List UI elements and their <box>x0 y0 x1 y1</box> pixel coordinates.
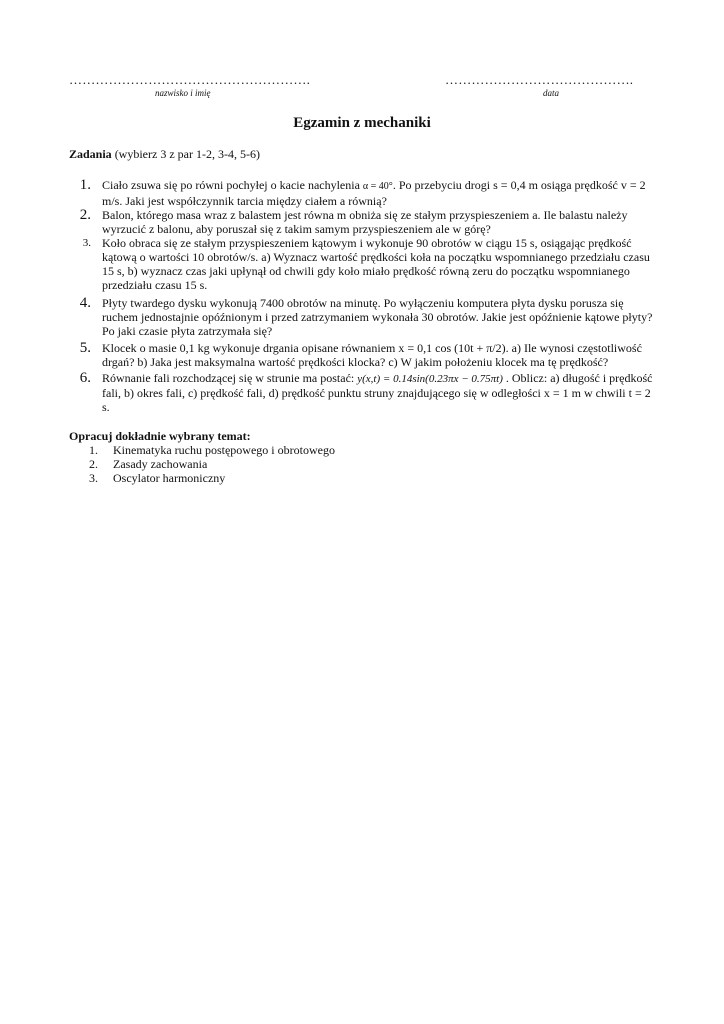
formula-wave: y(x,t) = 0.14sin(0.23πx − 0.75πt) <box>357 373 503 385</box>
topic-number: 3. <box>89 471 98 485</box>
topics-heading: Opracuj dokładnie wybrany temat: <box>69 429 251 443</box>
task-number: 6. <box>79 370 91 386</box>
task-text-after: . Oblicz: a) długość i prędkość fali, b) okres fali, c) prędkość fali, d) prędkość punktu struny znajdującego się w odległości x = 1 m w chwili t = 2 s. <box>102 371 653 414</box>
date-dotted-line: ……………………………………. <box>445 72 634 87</box>
task-item <box>69 236 659 292</box>
topic-number: 1. <box>89 443 98 457</box>
task-item <box>69 178 659 208</box>
task-text: Koło obraca się ze stałym przyspieszeniem kątowym i wykonuje 90 obrotów w ciągu 15 s, osiągając prędkość kątową o wartości 10 obrotów/s. a) Wyznacz wartość prędkości koła na początku wspomnianego przedziału czasu 15 s, b) wyznacz czas jaki upłynął od chwili gdy koło miało prędkość równą zeru do początku wspomnianego przedziału czasu 15 s. <box>102 236 650 292</box>
name-dotted-line: ………………………………………………. <box>69 72 311 87</box>
task-number: 1. <box>79 177 91 193</box>
page-title: Egzamin z mechaniki <box>293 115 431 131</box>
task-number: 4. <box>79 295 91 311</box>
topic-item <box>89 457 207 471</box>
task-number: 5. <box>79 340 91 356</box>
task-item <box>69 371 659 414</box>
topic-text: Zasady zachowania <box>113 457 208 471</box>
topic-text: Oscylator harmoniczny <box>113 471 226 485</box>
formula-angle: α = 40° <box>362 181 393 192</box>
task-text-before: Ciało zsuwa się po równi pochyłej o kacie nachylenia <box>102 178 363 192</box>
tasks-heading <box>69 147 260 162</box>
tasks-heading-label: Zadania <box>69 147 112 161</box>
task-text <box>102 371 659 414</box>
tasks-heading-note: (wybierz 3 z par 1-2, 3-4, 5-6) <box>111 147 260 161</box>
topic-text: Kinematyka ruchu postępowego i obrotowego <box>113 443 335 457</box>
topic-item <box>89 443 335 457</box>
task-item <box>69 341 659 369</box>
topic-item <box>89 471 225 485</box>
task-text: Klocek o masie 0,1 kg wykonuje drgania opisane równaniem x = 0,1 cos (10t + π/2). a) Ile wynosi częstotliwość drgań? b) Jaka jest maksymalna wartość prędkości klocka? c) W jakim położeniu klocek ma tę prędkość? <box>102 341 642 369</box>
date-caption: data <box>543 88 560 98</box>
task-item <box>69 208 659 236</box>
name-caption: nazwisko i imię <box>155 88 211 98</box>
task-text: Płyty twardego dysku wykonują 7400 obrotów na minutę. Po wyłączeniu komputera płyta dysku porusza się ruchem jednostajnie opóźnionym i przed zatrzymaniem wykonała 30 obrotów. Jakie jest opóźnienie kątowe płyty? Po jaki czasie płyta zatrzymała się? <box>102 296 653 338</box>
task-number: 3. <box>82 237 91 249</box>
task-text-before: Równanie fali rozchodzącej się w strunie ma postać: <box>102 371 358 385</box>
task-text-after: . Po przebyciu drogi s = 0,4 m osiąga prędkość v = 2 m/s. Jaki jest współczynnik tarcia między ciałem a równią? <box>102 178 646 208</box>
task-text: Balon, którego masa wraz z balastem jest równa m obniża się ze stałym przyspieszeniem a. Ile balastu należy wyrzucić z balonu, aby poruszał się z takim samym przyspieszeniem ale w górę? <box>102 208 628 236</box>
task-number: 2. <box>79 207 91 223</box>
task-text <box>102 178 659 208</box>
topic-number: 2. <box>89 457 98 471</box>
task-item <box>69 296 659 338</box>
